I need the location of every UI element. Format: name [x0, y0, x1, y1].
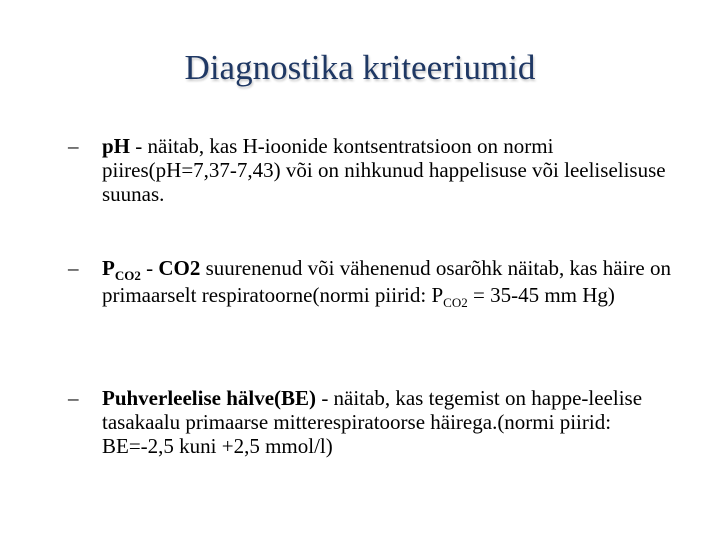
pco2-main: P — [431, 283, 444, 307]
bullet-dash: – — [68, 256, 79, 280]
bullet-ph — [68, 134, 688, 206]
bullet-description-end: = 35-45 mm Hg) — [467, 283, 615, 307]
bullet-text — [102, 386, 688, 458]
bullet-dash: – — [68, 386, 79, 410]
bullet-term — [102, 256, 141, 283]
slide-title: Diagnostika kriteeriumid — [184, 48, 536, 87]
bullet-separator: - — [140, 256, 159, 280]
bullet-text — [102, 256, 688, 310]
bullet-text — [102, 134, 688, 206]
bullet-description: - näitab, kas tegemist on happe-leelise tasakaalu primaarse mitterespiratoorse häirega.(normi piirid: BE=-2,5 kuni +2,5 mmol/l) — [102, 386, 643, 458]
bullet-description: - näitab, kas H-ioonide kontsentratsioon on normi piires(pH=7,37-7,43) või on nihkunud happelisuse või leeliselisuse suunas. — [102, 134, 666, 206]
bullet-term: pH — [102, 134, 131, 158]
bullet-term-2: CO2 — [158, 256, 201, 280]
bullet-pco2 — [68, 256, 688, 310]
term-subscript: CO2 — [114, 268, 141, 283]
term-main: P — [102, 256, 115, 280]
bullet-term: Puhverleelise hälve(BE) — [102, 386, 317, 410]
bullet-be — [68, 386, 688, 458]
pco2-subscript: CO2 — [443, 295, 468, 310]
bullet-description: suurenenud või vähenenud osarõhk näitab, kas häire on primaarselt respiratoorne(normi piirid: — [102, 256, 671, 307]
bullet-dash: – — [68, 134, 79, 158]
